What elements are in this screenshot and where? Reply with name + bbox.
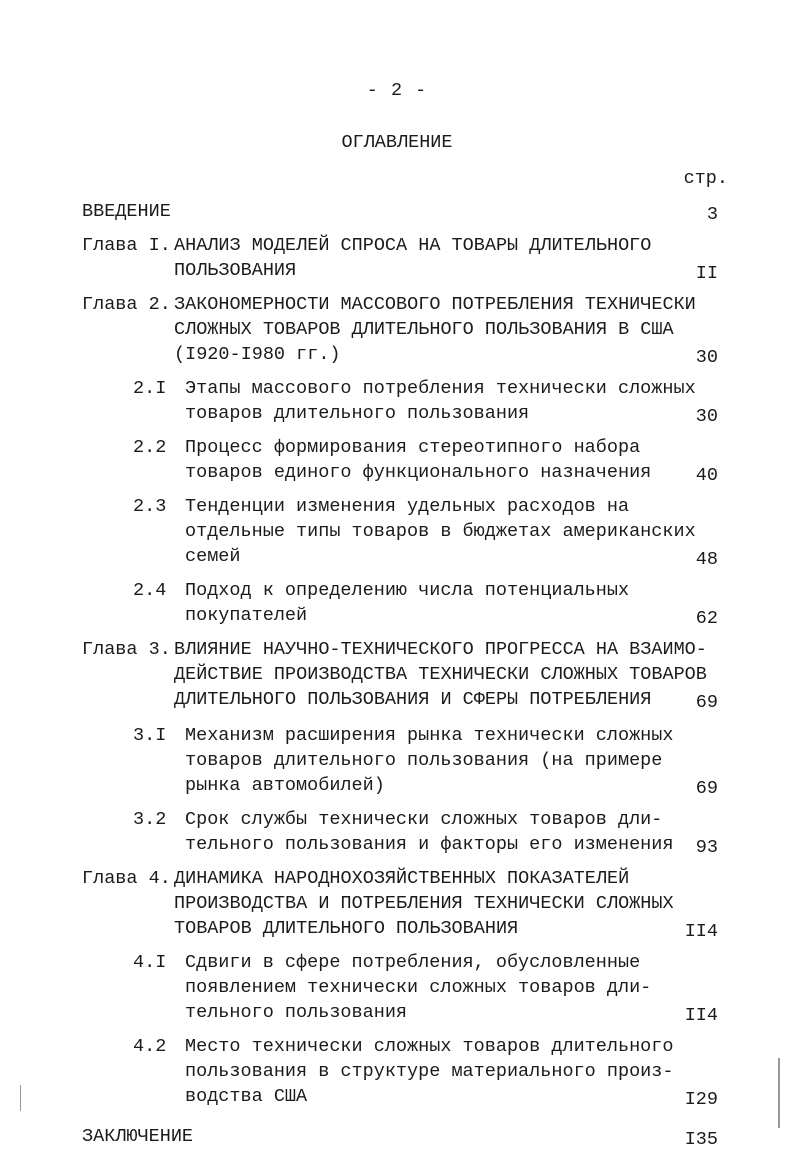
entry-text-line: Механизм расширения рынка технически сложных <box>185 725 674 746</box>
entry-text-line: АНАЛИЗ МОДЕЛЕЙ СПРОСА НА ТОВАРЫ ДЛИТЕЛЬНОГО <box>174 235 652 256</box>
entry-text-line: ВЛИЯНИЕ НАУЧНО-ТЕХНИЧЕСКОГО ПРОГРЕССА НА ВЗАИМО- <box>174 639 707 660</box>
page-number: - 2 - <box>366 80 428 101</box>
entry-text-line: Этапы массового потребления технически сложных <box>185 378 696 399</box>
page-ref: 69 <box>695 692 718 713</box>
section-number: 4.2 <box>133 1036 167 1057</box>
page-ref: 3 <box>706 204 718 225</box>
entry-text-line: (I920-I980 гг.) <box>174 344 341 365</box>
entry-text-line: отдельные типы товаров в бюджетах американских <box>185 521 696 542</box>
entry-text-line: рынка автомобилей) <box>185 775 385 796</box>
entry-text-line: семей <box>185 546 241 567</box>
chapter-label: Глава 3. <box>82 639 171 660</box>
page-ref: II4 <box>684 1005 718 1026</box>
section-number: 2.I <box>133 378 167 399</box>
entry-text-line: ТОВАРОВ ДЛИТЕЛЬНОГО ПОЛЬЗОВАНИЯ <box>174 918 519 939</box>
entry-text-line: Срок службы технически сложных товаров дли- <box>185 809 663 830</box>
entry-text-line: товаров длительного пользования (на примере <box>185 750 663 771</box>
entry-text-line: товаров единого функционального назначения <box>185 462 652 483</box>
entry-text-line: ПОЛЬЗОВАНИЯ <box>174 260 297 281</box>
entry-text-line: Сдвиги в сфере потребления, обусловленные <box>185 952 641 973</box>
section-number: 3.I <box>133 725 167 746</box>
chapter-label: Глава 2. <box>82 294 171 315</box>
page-ref: II4 <box>684 921 718 942</box>
page-ref: II <box>695 263 718 284</box>
entry-text-line: ДЛИТЕЛЬНОГО ПОЛЬЗОВАНИЯ И СФЕРЫ ПОТРЕБЛЕНИЯ <box>174 689 652 710</box>
page-ref: 30 <box>695 347 718 368</box>
page-ref: 40 <box>695 465 718 486</box>
section-number: 2.3 <box>133 496 167 517</box>
entry-text-line: тельного пользования <box>185 1002 408 1023</box>
entry-text-line: водства США <box>185 1086 308 1107</box>
page-ref: 62 <box>695 608 718 629</box>
chapter-label: Глава 4. <box>82 868 171 889</box>
entry-text-line: появлением технически сложных товаров дли- <box>185 977 652 998</box>
entry-text-line: СЛОЖНЫХ ТОВАРОВ ДЛИТЕЛЬНОГО ПОЛЬЗОВАНИЯ В США <box>174 319 674 340</box>
page-ref: 93 <box>695 837 718 858</box>
entry-text-line: покупателей <box>185 605 308 626</box>
page-ref: 69 <box>695 778 718 799</box>
section-number: 4.I <box>133 952 167 973</box>
entry-text-line: Подход к определению числа потенциальных <box>185 580 630 601</box>
scan-mark <box>20 1085 21 1111</box>
section-number: 2.4 <box>133 580 167 601</box>
entry-text-line: пользования в структуре материального произ- <box>185 1061 674 1082</box>
page-ref: 48 <box>695 549 718 570</box>
entry-title: ЗАКЛЮЧЕНИЕ <box>82 1126 194 1147</box>
page-ref: 30 <box>695 406 718 427</box>
toc-title: ОГЛАВЛЕНИЕ <box>341 132 453 153</box>
entry-text-line: товаров длительного пользования <box>185 403 530 424</box>
section-number: 3.2 <box>133 809 167 830</box>
entry-text-line: Тенденции изменения удельных расходов на <box>185 496 630 517</box>
entry-text-line: ДИНАМИКА НАРОДНОХОЗЯЙСТВЕННЫХ ПОКАЗАТЕЛЕЙ <box>174 868 630 889</box>
page-ref: I29 <box>684 1089 718 1110</box>
entry-text-line: Место технически сложных товаров длительного <box>185 1036 674 1057</box>
page-ref: I35 <box>684 1129 718 1150</box>
entry-text-line: ДЕЙСТВИЕ ПРОИЗВОДСТВА ТЕХНИЧЕСКИ СЛОЖНЫХ ТОВАРОВ <box>174 664 707 685</box>
entry-text-line: тельного пользования и факторы его изменения <box>185 834 674 855</box>
entry-text-line: Процесс формирования стереотипного набора <box>185 437 641 458</box>
entry-title: ВВЕДЕНИЕ <box>82 201 171 222</box>
scan-mark <box>778 1058 780 1128</box>
page-column-label: стр. <box>683 168 728 189</box>
entry-text-line: ЗАКОНОМЕРНОСТИ МАССОВОГО ПОТРЕБЛЕНИЯ ТЕХНИЧЕСКИ <box>174 294 696 315</box>
section-number: 2.2 <box>133 437 167 458</box>
entry-text-line: ПРОИЗВОДСТВА И ПОТРЕБЛЕНИЯ ТЕХНИЧЕСКИ СЛОЖНЫХ <box>174 893 674 914</box>
chapter-label: Глава I. <box>82 235 171 256</box>
